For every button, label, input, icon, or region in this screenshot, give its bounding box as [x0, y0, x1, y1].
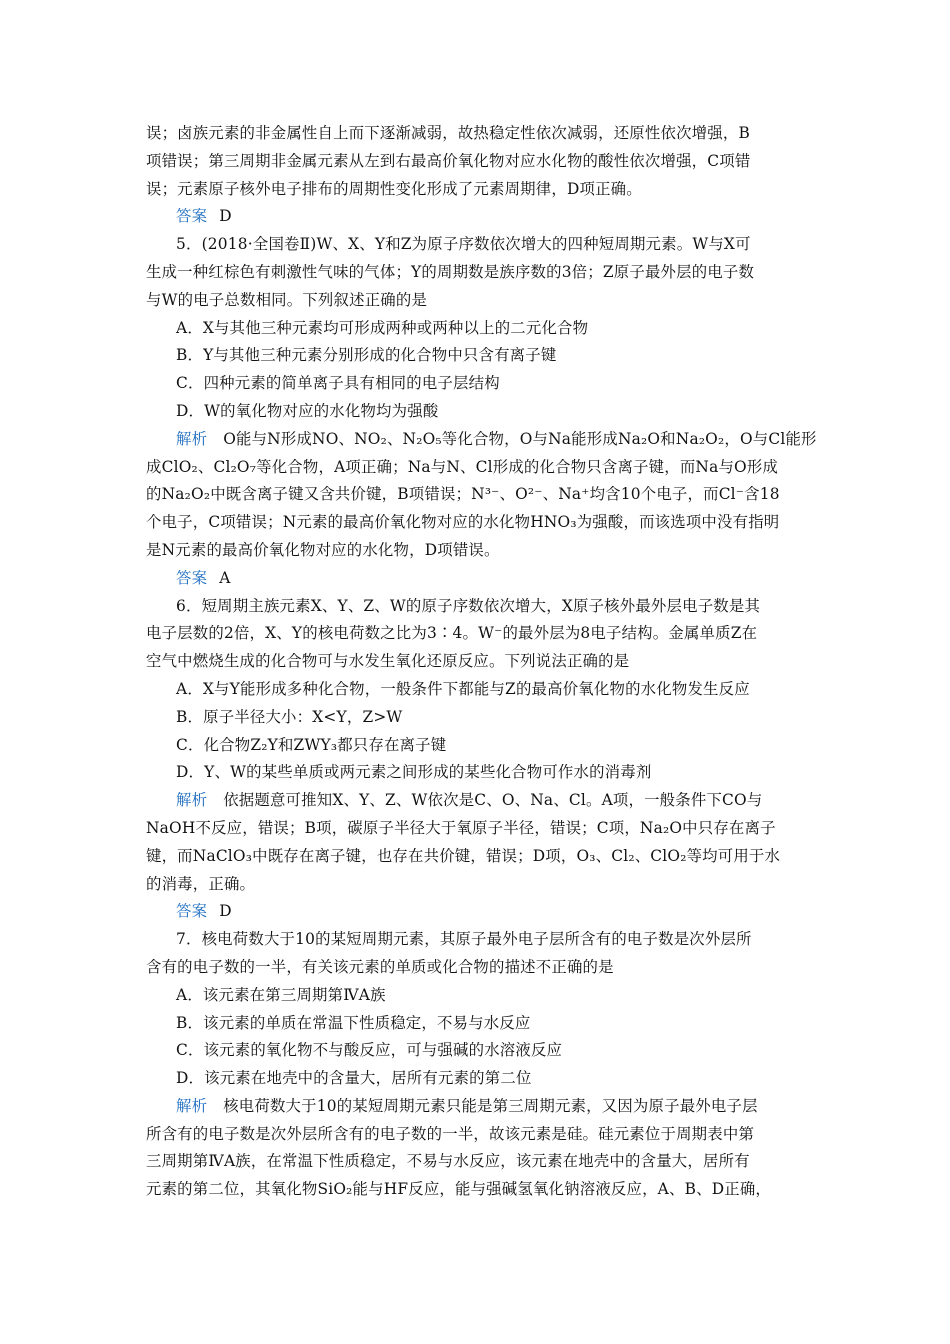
line-text: 个电子，C项错误；N元素的最高价氧化物对应的水化物HNO₃为强酸，而该选项中没有指明 [146, 513, 780, 532]
option-line [146, 732, 818, 760]
line-text: NaOH不反应，错误；B项，碳原子半径大于氧原子半径，错误；C项，Na₂O中只存在离子 [146, 818, 776, 837]
line-text: A．X与Y能形成多种化合物，一般条件下都能与Z的最高价氧化物的水化物发生反应 [176, 679, 750, 698]
analysis-label: 解析 [176, 429, 208, 448]
line-text: D．Y、W的某些单质或两元素之间形成的某些化合物可作水的消毒剂 [176, 763, 652, 782]
line-text: 是N元素的最高价氧化物对应的水化物，D项错误。 [146, 540, 500, 559]
analysis-label: 解析 [176, 1096, 208, 1115]
analysis-line [146, 426, 818, 454]
line-text: D [219, 207, 232, 226]
line-text: 误；元素原子核外电子排布的周期性变化形成了元素周期律，D项正确。 [146, 179, 642, 198]
line-text: A [219, 568, 231, 587]
option-line [146, 982, 818, 1010]
text-line [146, 259, 818, 287]
option-line [146, 1010, 818, 1038]
option-line [146, 315, 818, 343]
line-text: 三周期第ⅣA族，在常温下性质稳定，不易与水反应，该元素在地壳中的含量大，居所有 [146, 1152, 750, 1171]
text-line [146, 843, 818, 871]
answer-line [146, 898, 818, 926]
line-text: 5．(2018·全国卷Ⅱ)W、X、Y和Z为原子序数依次增大的四种短周期元素。W与X可 [176, 235, 751, 254]
option-line [146, 370, 818, 398]
line-text: 的消毒，正确。 [146, 874, 256, 893]
line-text: 核电荷数大于10的某短周期元素只能是第三周期元素，又因为原子最外电子层 [223, 1096, 758, 1115]
text-line [146, 481, 818, 509]
text-line [146, 176, 818, 204]
analysis-line [146, 787, 818, 815]
line-text: D [219, 902, 232, 921]
answer-label: 答案 [176, 902, 208, 921]
analysis-line [146, 1093, 818, 1121]
line-text: A．该元素在第三周期第ⅣA族 [176, 985, 386, 1004]
line-text: B．Y与其他三种元素分别形成的化合物中只含有离子键 [176, 346, 557, 365]
line-text: 含有的电子数的一半，有关该元素的单质或化合物的描述不正确的是 [146, 957, 614, 976]
line-text: 成ClO₂、Cl₂O₇等化合物，A项正确；Na与N、Cl形成的化合物只含离子键，而Na与O形成 [146, 457, 779, 476]
document-page [146, 120, 818, 1204]
question-line [146, 926, 818, 954]
option-line [146, 704, 818, 732]
line-text: 空气中燃烧生成的化合物可与水发生氧化还原反应。下列说法正确的是 [146, 652, 630, 671]
line-text: C．该元素的氧化物不与酸反应，可与强碱的水溶液反应 [176, 1041, 563, 1060]
text-line [146, 1176, 818, 1204]
text-line [146, 537, 818, 565]
line-text: 依据题意可推知X、Y、Z、W依次是C、O、Na、Cl。A项，一般条件下CO与 [223, 791, 763, 810]
line-text: D．W的氧化物对应的水化物均为强酸 [176, 401, 439, 420]
line-text: 所含有的电子数是次外层所含有的电子数的一半，故该元素是硅。硅元素位于周期表中第 [146, 1124, 755, 1143]
line-text: 元素的第二位，其氧化物SiO₂能与HF反应，能与强碱氢氧化钠溶液反应，A、B、D正确， [146, 1180, 771, 1199]
text-line [146, 509, 818, 537]
text-line [146, 1148, 818, 1176]
line-text: 生成一种红棕色有刺激性气味的气体；Y的周期数是族序数的3倍；Z原子最外层的电子数 [146, 262, 755, 281]
option-line [146, 1065, 818, 1093]
line-text: 7．核电荷数大于10的某短周期元素，其原子最外电子层所含有的电子数是次外层所 [176, 930, 752, 949]
option-line [146, 1037, 818, 1065]
text-line [146, 287, 818, 315]
line-text: 6．短周期主族元素X、Y、Z、W的原子序数依次增大，X原子核外最外层电子数是其 [176, 596, 761, 615]
line-text: B．该元素的单质在常温下性质稳定，不易与水反应 [176, 1013, 531, 1032]
option-line [146, 676, 818, 704]
option-line [146, 342, 818, 370]
answer-label: 答案 [176, 568, 208, 587]
text-line [146, 954, 818, 982]
line-text: 键，而NaClO₃中既存在离子键，也存在共价键，错误；D项，O₃、Cl₂、ClO₂等均可用于水 [146, 846, 781, 865]
question-line [146, 231, 818, 259]
text-line [146, 148, 818, 176]
text-line [146, 648, 818, 676]
line-text: A．X与其他三种元素均可形成两种或两种以上的二元化合物 [176, 318, 589, 337]
line-text: 项错误；第三周期非金属元素从左到右最高价氧化物对应水化物的酸性依次增强，C项错 [146, 151, 751, 170]
question-line [146, 593, 818, 621]
answer-line [146, 565, 818, 593]
line-text: C．四种元素的简单离子具有相同的电子层结构 [176, 374, 500, 393]
line-text: B．原子半径大小：X<Y，Z>W [176, 707, 403, 726]
text-line [146, 620, 818, 648]
line-text: 与W的电子总数相同。下列叙述正确的是 [146, 290, 428, 309]
option-line [146, 759, 818, 787]
line-text: O能与N形成NO、NO₂、N₂O₅等化合物，O与Na能形成Na₂O和Na₂O₂，O与Cl能形 [223, 429, 817, 448]
line-text: C．化合物Z₂Y和ZWY₃都只存在离子键 [176, 735, 447, 754]
text-line [146, 454, 818, 482]
answer-line [146, 203, 818, 231]
text-line [146, 1121, 818, 1149]
line-text: 电子层数的2倍，X、Y的核电荷数之比为3∶4。W⁻的最外层为8电子结构。金属单质Z在 [146, 624, 758, 643]
line-text: 的Na₂O₂中既含离子键又含共价键，B项错误；N³⁻、O²⁻、Na⁺均含10个电子，而Cl⁻含18 [146, 485, 780, 504]
text-line [146, 815, 818, 843]
line-text: 误；卤族元素的非金属性自上而下逐渐减弱，故热稳定性依次减弱，还原性依次增强，B [146, 124, 750, 142]
text-line [146, 871, 818, 899]
analysis-label: 解析 [176, 791, 208, 810]
option-line [146, 398, 818, 426]
answer-label: 答案 [176, 207, 208, 226]
text-line [146, 120, 818, 148]
line-text: D．该元素在地壳中的含量大，居所有元素的第二位 [176, 1069, 532, 1088]
